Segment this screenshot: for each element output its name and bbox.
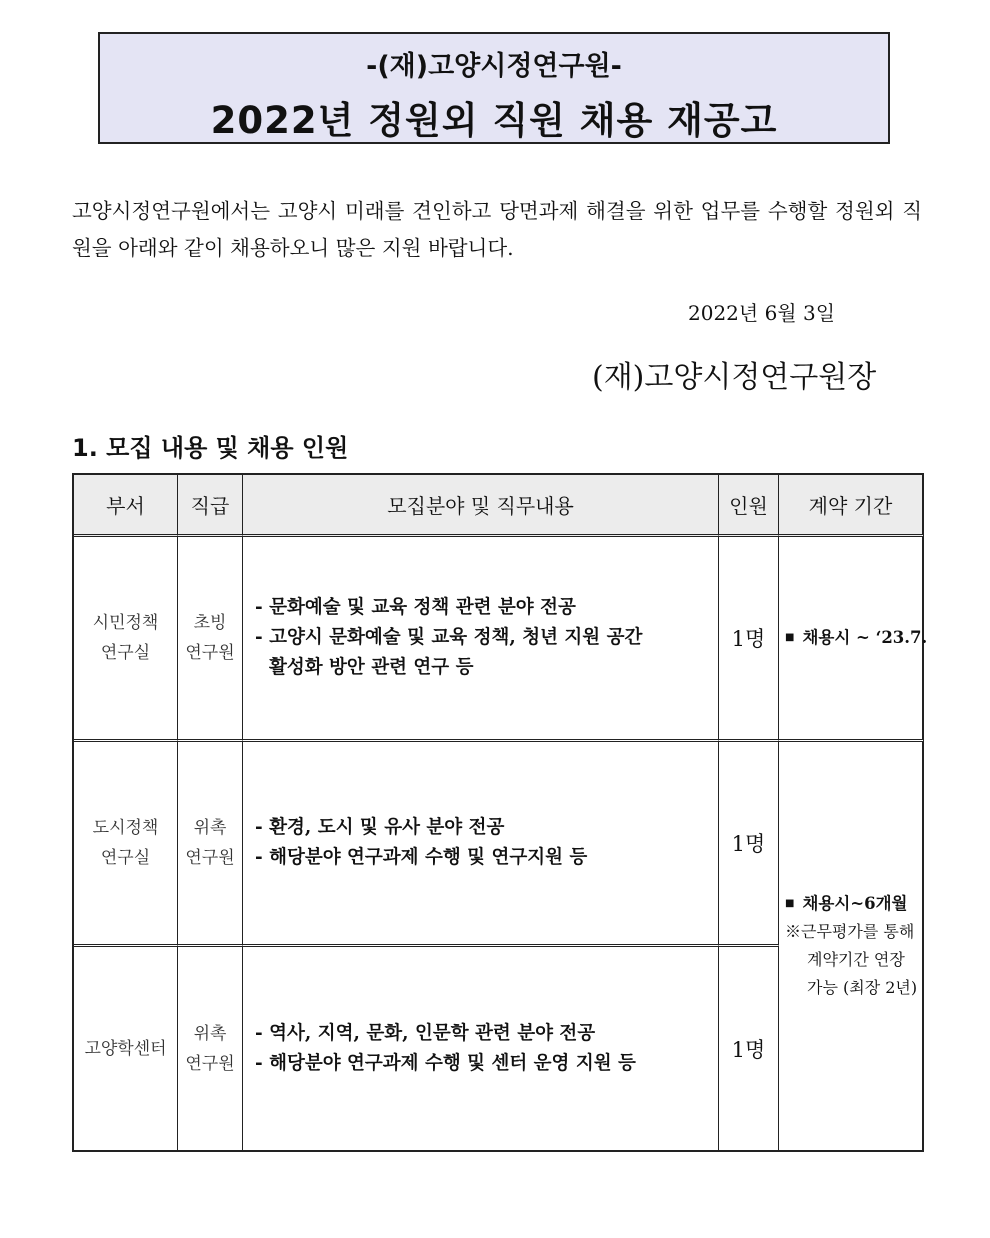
table-header-row: [74, 475, 924, 537]
bullet-icon: ■: [785, 632, 795, 644]
grade-cell: 위촉 연구원: [178, 742, 243, 947]
desc-cell: - 환경, 도시 및 유사 분야 전공 - 해당분야 연구과제 수행 및 연구지원 등: [243, 742, 719, 947]
count-cell: 1명: [719, 947, 779, 1152]
bullet-icon: ■: [785, 898, 795, 910]
dept-cell: 도시정책 연구실: [74, 742, 178, 947]
count-cell: 1명: [719, 742, 779, 947]
title-subtitle: -(재)고양시정연구원-: [366, 51, 622, 82]
recruitment-table: [72, 473, 928, 1152]
table-row: [74, 537, 924, 742]
page-title: 2022년 정원외 직원 채용 재공고: [210, 99, 778, 142]
intro-paragraph: 고양시정연구원에서는 고양시 미래를 견인하고 당면과제 해결을 위한 업무를 수행할 정원외 직원을 아래와 같이 채용하오니 많은 지원 바랍니다.: [72, 199, 922, 260]
period-cell: ■ 채용시 ~ ‘23.7.: [779, 537, 924, 742]
title-box: [98, 32, 890, 144]
desc-cell: - 문화예술 및 교육 정책 관련 분야 전공 - 고양시 문화예술 및 교육 정책, 청년 지원 공간 활성화 방안 관련 연구 등: [243, 537, 719, 742]
header-count: 인원: [719, 475, 779, 537]
notice-date: 2022년 6월 3일: [688, 301, 836, 325]
header-dept: 부서: [74, 475, 178, 537]
header-desc: 모집분야 및 직무내용: [243, 475, 719, 537]
desc-cell: - 역사, 지역, 문화, 인문학 관련 분야 전공 - 해당분야 연구과제 수행 및 센터 운영 지원 등: [243, 947, 719, 1152]
dept-cell: 시민정책 연구실: [74, 537, 178, 742]
grade-cell: 위촉 연구원: [178, 947, 243, 1152]
signature: (재)고양시정연구원장: [592, 360, 877, 395]
dept-cell: 고양학센터: [74, 947, 178, 1152]
header-grade: 직급: [178, 475, 243, 537]
section-heading: 1. 모집 내용 및 채용 인원: [72, 434, 349, 462]
period-cell-shared: ■ 채용시~6개월 ※근무평가를 통해 계약기간 연장 가능 (최장 2년): [779, 742, 924, 1152]
table-row: [74, 742, 924, 947]
count-cell: 1명: [719, 537, 779, 742]
header-period: 계약 기간: [779, 475, 924, 537]
grade-cell: 초빙 연구원: [178, 537, 243, 742]
